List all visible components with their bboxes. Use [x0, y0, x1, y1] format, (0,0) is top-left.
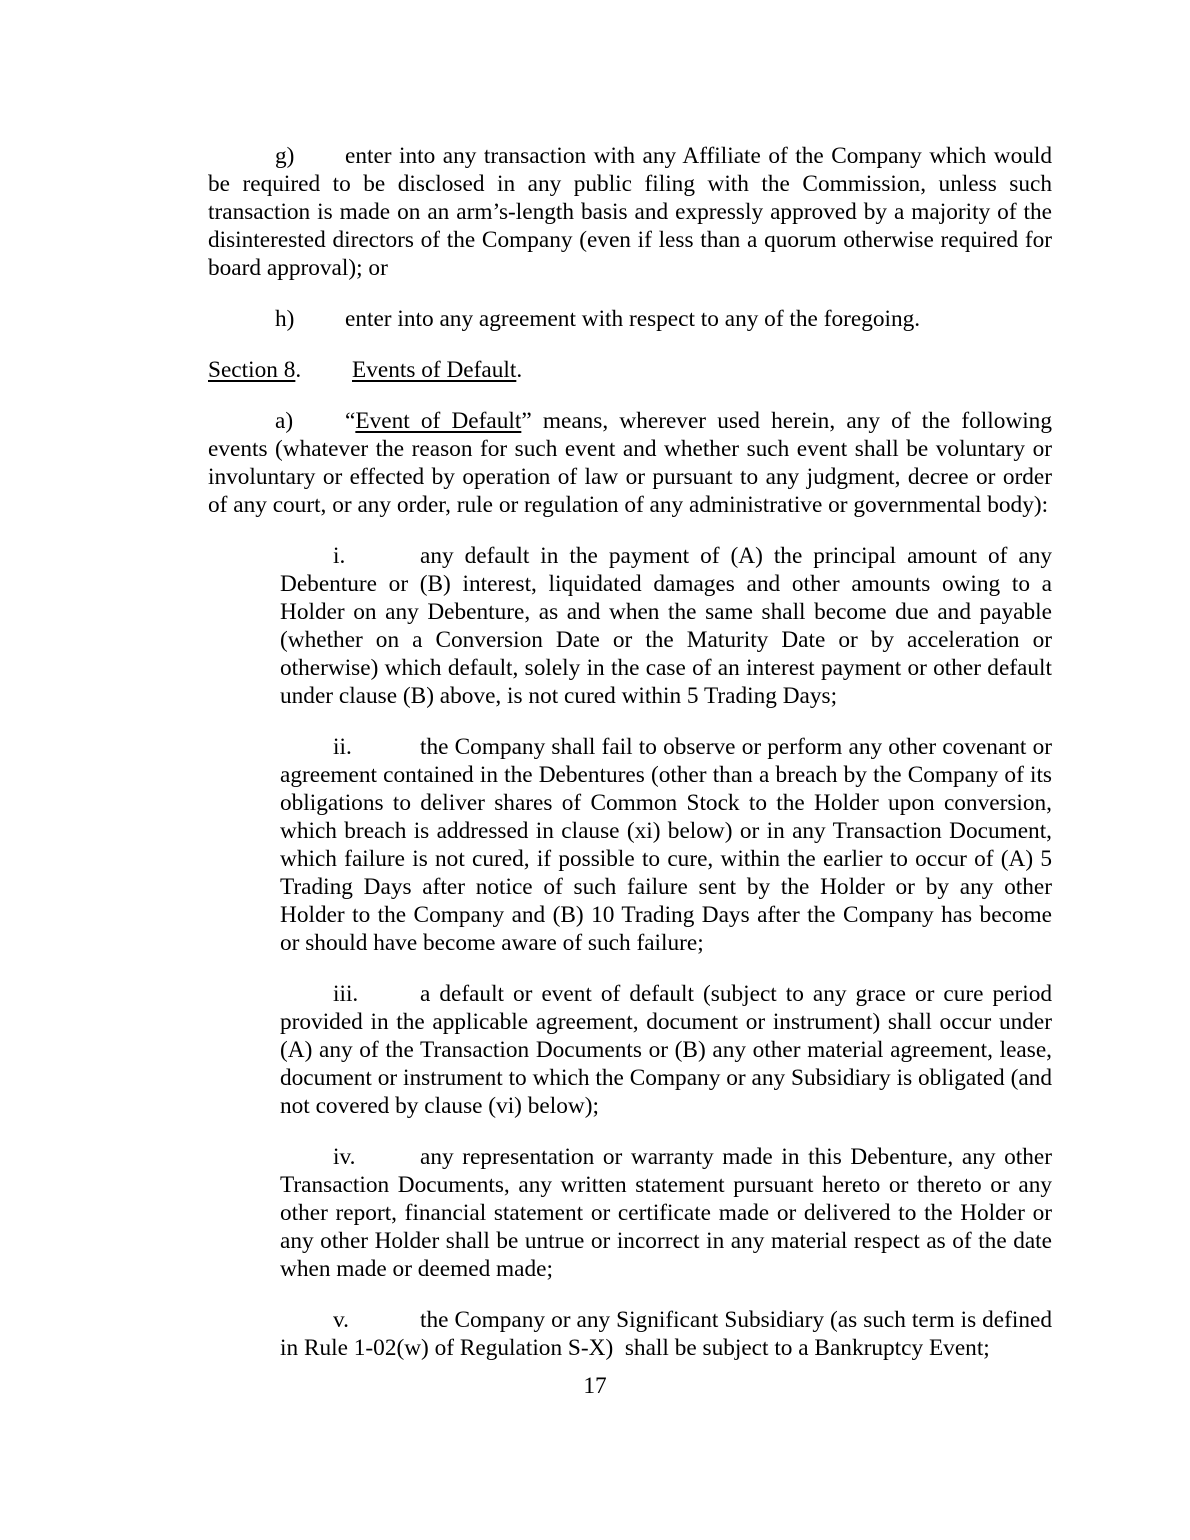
clause-i-text: any default in the payment of (A) the principal amount of any Debenture or (B) interest, liquidated damages and other amounts owing to a Holder on any Debenture, as and when the same shall become due and payable (whether on a Conversion Date or the Maturity Date or by acceleration or otherwise) which default, solely in the case of an interest payment or other default under clause (B) above, is not cured within 5 Trading Days;	[280, 543, 1052, 709]
clause-iv-numeral: iv.	[333, 1144, 356, 1170]
section-number-text: Section 8	[208, 357, 296, 383]
paragraph-a	[208, 407, 1052, 519]
paragraph-g-label: g)	[275, 143, 295, 169]
clause-iv	[280, 1143, 1052, 1283]
section-number	[208, 356, 352, 384]
clause-ii	[280, 733, 1052, 957]
paragraph-h-label: h)	[275, 306, 295, 332]
clause-iv-text: any representation or warranty made in this Debenture, any other Transaction Documents, any written statement pursuant hereto or thereto or any other report, financial statement or certificate made or delivered to the Holder or any other Holder shall be untrue or incorrect in any material respect as of the date when made or deemed made;	[280, 1144, 1052, 1282]
section-heading	[208, 356, 1052, 384]
paragraph-a-text: ” means, wherever used herein, any of the following events (whatever the reason for such event and whether such event shall be voluntary or involuntary or effected by operation of law or pursuant to any judgment, decree or order of any court, or any order, rule or regulation of any administrative or governmental body):	[208, 408, 1052, 518]
clause-ii-text: the Company shall fail to observe or perform any other covenant or agreement contained in the Debentures (other than a breach by the Company of its obligations to deliver shares of Common Stock to the Holder upon conversion, which breach is addressed in clause (xi) below) or in any Transaction Document, which failure is not cured, if possible to cure, within the earlier to occur of (A) 5 Trading Days after notice of such failure sent by the Holder or by any other Holder to the Company and (B) 10 Trading Days after the Company has become or should have become aware of such failure;	[280, 734, 1052, 956]
paragraph-a-label: a)	[275, 408, 294, 434]
clause-v-numeral: v.	[333, 1307, 349, 1333]
section-number-period: .	[295, 357, 302, 383]
clause-v	[280, 1306, 1052, 1362]
clause-iii	[280, 980, 1052, 1120]
paragraph-g-text: enter into any transaction with any Affiliate of the Company which would be required to be disclosed in any public filing with the Commission, unless such transaction is made on an arm’s-length basis and expressly approved by a majority of the disinterested directors of the Company (even if less than a quorum otherwise required for board approval); or	[208, 143, 1052, 281]
clause-v-text: the Company or any Significant Subsidiary (as such term is defined in Rule 1-02(w) of Regulation S-X) shall be subject to a Bankruptcy Event;	[280, 1307, 1052, 1361]
clause-iii-numeral: iii.	[333, 981, 359, 1007]
page-number: 17	[583, 1373, 607, 1399]
clause-ii-numeral: ii.	[333, 734, 352, 760]
clause-iii-text: a default or event of default (subject to any grace or cure period provided in the applicable agreement, document or instrument) shall occur under (A) any of the Transaction Documents or (B) any other material agreement, lease, document or instrument to which the Company or any Subsidiary is obligated (and not covered by clause (vi) below);	[280, 981, 1052, 1119]
paragraph-a-open-quote: “	[345, 408, 356, 434]
section-title: Events of Default	[352, 357, 517, 383]
clause-i-numeral: i.	[333, 543, 346, 569]
paragraph-h-text: enter into any agreement with respect to any of the foregoing.	[345, 306, 921, 332]
paragraph-h	[208, 305, 1052, 333]
paragraph-g	[208, 142, 1052, 282]
section-title-period: .	[516, 357, 523, 383]
document-content	[208, 142, 1052, 1385]
clause-i	[280, 542, 1052, 710]
defined-term-event-of-default: Event of Default	[355, 408, 522, 434]
